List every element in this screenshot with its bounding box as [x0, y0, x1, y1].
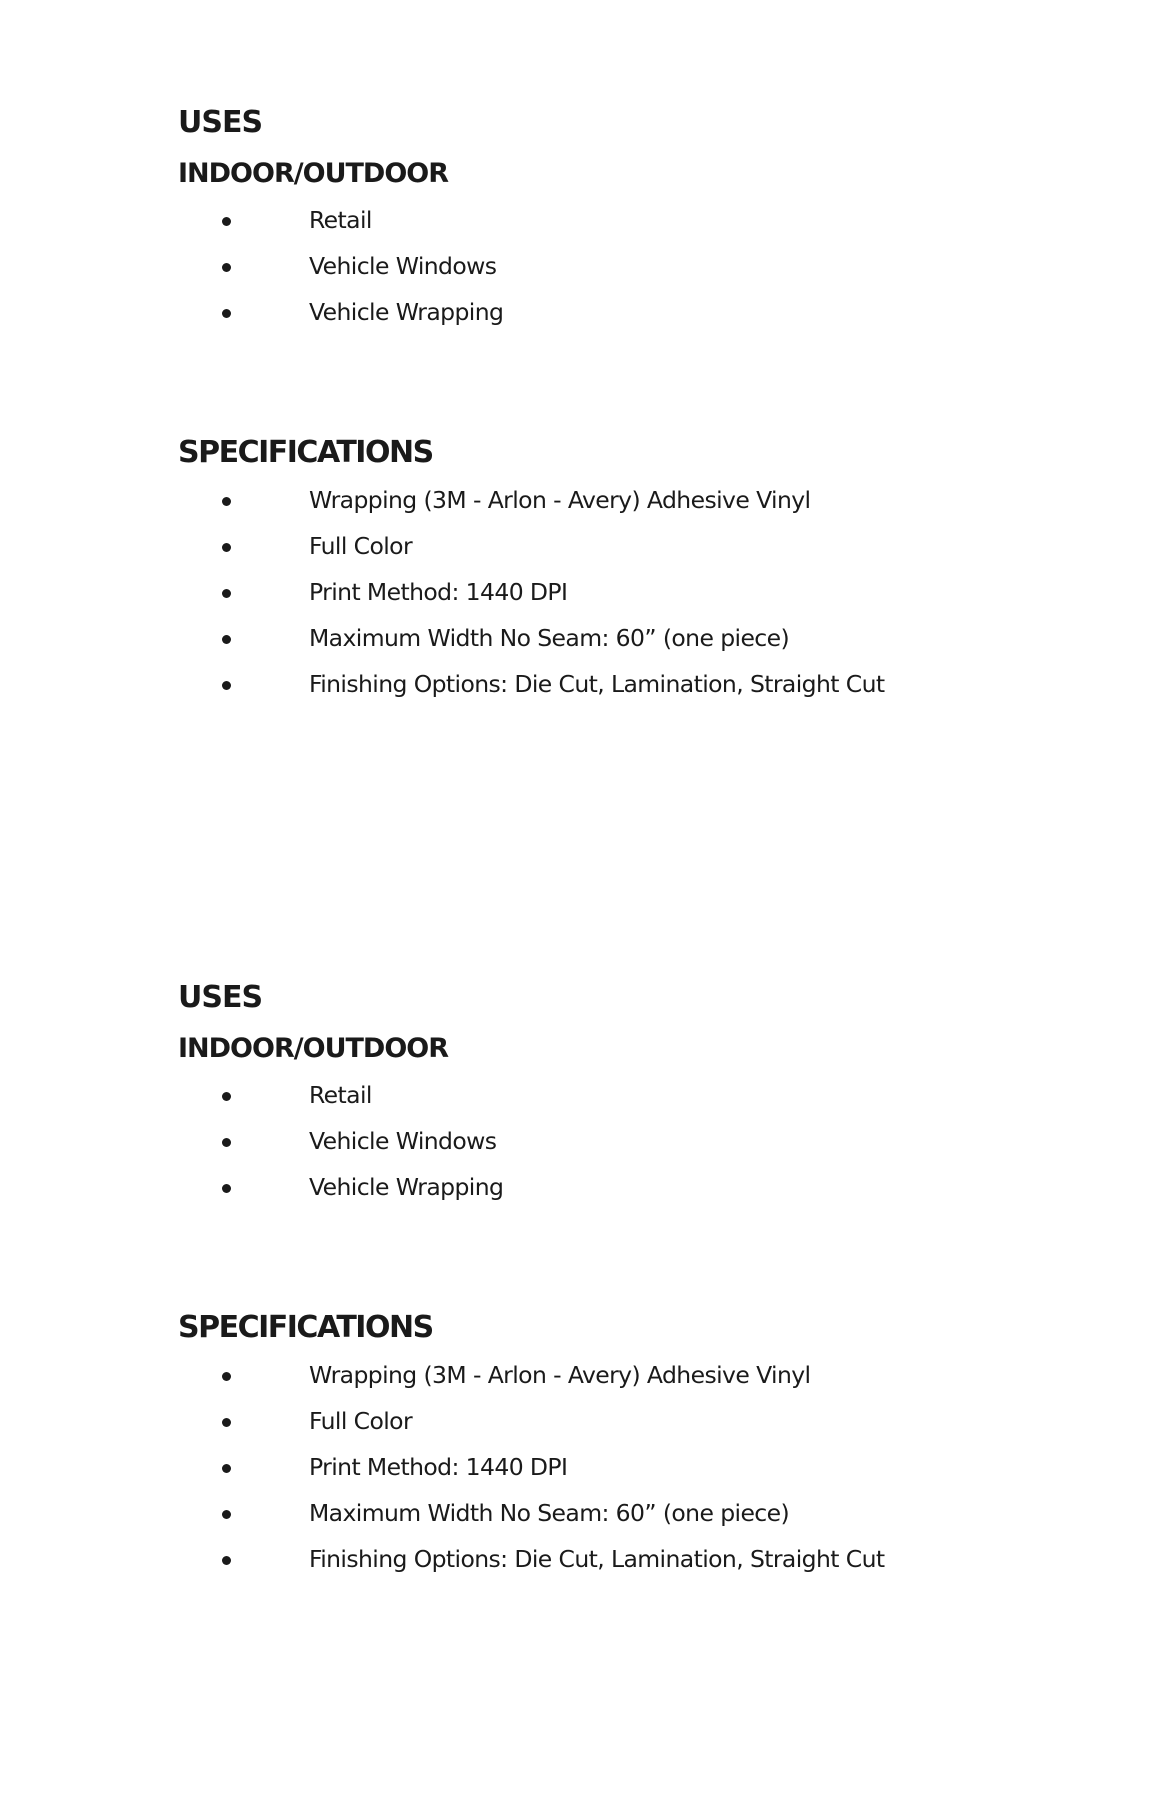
indoor-outdoor-heading: INDOOR/OUTDOOR: [178, 158, 449, 189]
bullet-icon: [222, 1092, 231, 1101]
list-item: Vehicle Windows: [222, 255, 503, 301]
bullet-icon: [222, 589, 231, 598]
specifications-heading: SPECIFICATIONS: [178, 435, 433, 470]
bullet-icon: [222, 497, 231, 506]
bullet-icon: [222, 1418, 231, 1427]
list-item: Wrapping (3M - Arlon - Avery) Adhesive Vinyl: [222, 1364, 884, 1410]
list-item: Maximum Width No Seam: 60” (one piece): [222, 1502, 884, 1548]
bullet-icon: [222, 635, 231, 644]
uses-heading: USES: [178, 105, 263, 140]
list-item: Vehicle Wrapping: [222, 301, 503, 347]
list-item: Vehicle Windows: [222, 1130, 503, 1176]
uses-list: [222, 1081, 504, 1222]
list-item: Maximum Width No Seam: 60” (one piece): [222, 627, 884, 673]
list-item: Full Color: [222, 535, 884, 581]
list-item: Retail: [222, 1084, 503, 1130]
list-item: Print Method: 1440 DPI: [222, 1456, 884, 1502]
specifications-list: [222, 486, 885, 719]
bullet-icon: [222, 309, 231, 318]
bullet-icon: [222, 1510, 231, 1519]
list-item: Print Method: 1440 DPI: [222, 581, 884, 627]
list-item: Retail: [222, 209, 503, 255]
bullet-icon: [222, 1464, 231, 1473]
specifications-heading: SPECIFICATIONS: [178, 1310, 433, 1345]
bullet-icon: [222, 1556, 231, 1565]
uses-list: [222, 206, 504, 347]
bullet-icon: [222, 263, 231, 272]
bullet-icon: [222, 1138, 231, 1147]
list-item: Finishing Options: Die Cut, Lamination, Straight Cut: [222, 673, 884, 719]
uses-heading: USES: [178, 980, 263, 1015]
list-item: Wrapping (3M - Arlon - Avery) Adhesive Vinyl: [222, 489, 884, 535]
bullet-icon: [222, 681, 231, 690]
bullet-icon: [222, 217, 231, 226]
product-section-2: [178, 980, 1078, 1573]
indoor-outdoor-heading: INDOOR/OUTDOOR: [178, 1033, 449, 1064]
list-item: Full Color: [222, 1410, 884, 1456]
specifications-list: [222, 1361, 885, 1594]
bullet-icon: [222, 1184, 231, 1193]
bullet-icon: [222, 1372, 231, 1381]
list-item: Vehicle Wrapping: [222, 1176, 503, 1222]
bullet-icon: [222, 543, 231, 552]
list-item: Finishing Options: Die Cut, Lamination, Straight Cut: [222, 1548, 884, 1594]
product-section-1: [178, 105, 1078, 698]
